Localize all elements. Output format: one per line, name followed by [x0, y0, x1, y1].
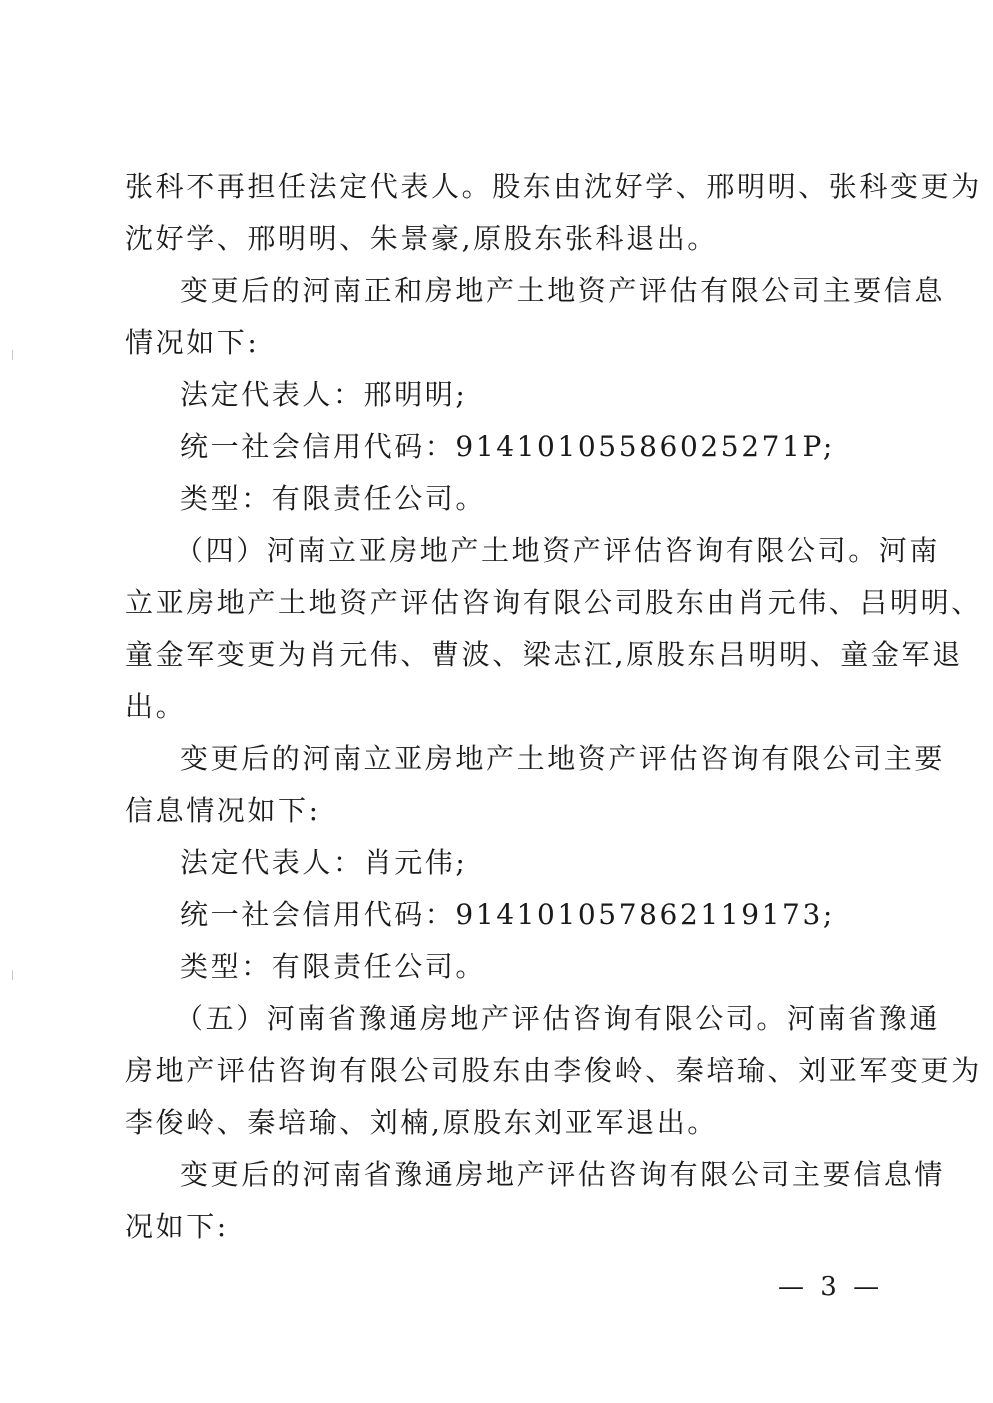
text-line: 沈好学、邢明明、朱景豪,原股东张科退出。: [125, 222, 718, 255]
text-line: 变更后的河南省豫通房地产评估咨询有限公司主要信息情: [180, 1158, 946, 1191]
text-line: 房地产评估咨询有限公司股东由李俊岭、秦培瑜、刘亚军变更为: [125, 1054, 982, 1087]
page-number: — 3 —: [778, 1272, 884, 1302]
scan-edge-mark: [12, 350, 13, 360]
text-line: 出。: [125, 690, 187, 723]
text-line: 张科不再担任法定代表人。股东由沈好学、邢明明、张科变更为: [125, 170, 982, 203]
text-line: 类型：有限责任公司。: [180, 482, 487, 515]
text-line: 统一社会信用代码：91410105586025271P;: [180, 430, 835, 463]
text-line: （四）河南立亚房地产土地资产评估咨询有限公司。河南: [175, 534, 941, 567]
text-line: 童金军变更为肖元伟、曹波、梁志江,原股东吕明明、童金军退: [125, 638, 963, 671]
text-line: （五）河南省豫通房地产评估咨询有限公司。河南省豫通: [175, 1002, 941, 1035]
text-line: 情况如下:: [125, 326, 260, 359]
text-line: 法定代表人：邢明明;: [180, 378, 468, 411]
scan-edge-mark: [12, 970, 13, 980]
text-line: 信息情况如下:: [125, 794, 321, 827]
text-line: 况如下:: [125, 1210, 229, 1243]
text-line: 统一社会信用代码：914101057862119173;: [180, 898, 835, 931]
text-line: 立亚房地产土地资产评估咨询有限公司股东由肖元伟、吕明明、: [125, 586, 982, 619]
text-line: 变更后的河南正和房地产土地资产评估有限公司主要信息: [180, 274, 946, 307]
text-line: 法定代表人：肖元伟;: [180, 846, 468, 879]
text-line: 类型：有限责任公司。: [180, 950, 487, 983]
text-line: 李俊岭、秦培瑜、刘楠,原股东刘亚军退出。: [125, 1106, 718, 1139]
text-line: 变更后的河南立亚房地产土地资产评估咨询有限公司主要: [180, 742, 946, 775]
